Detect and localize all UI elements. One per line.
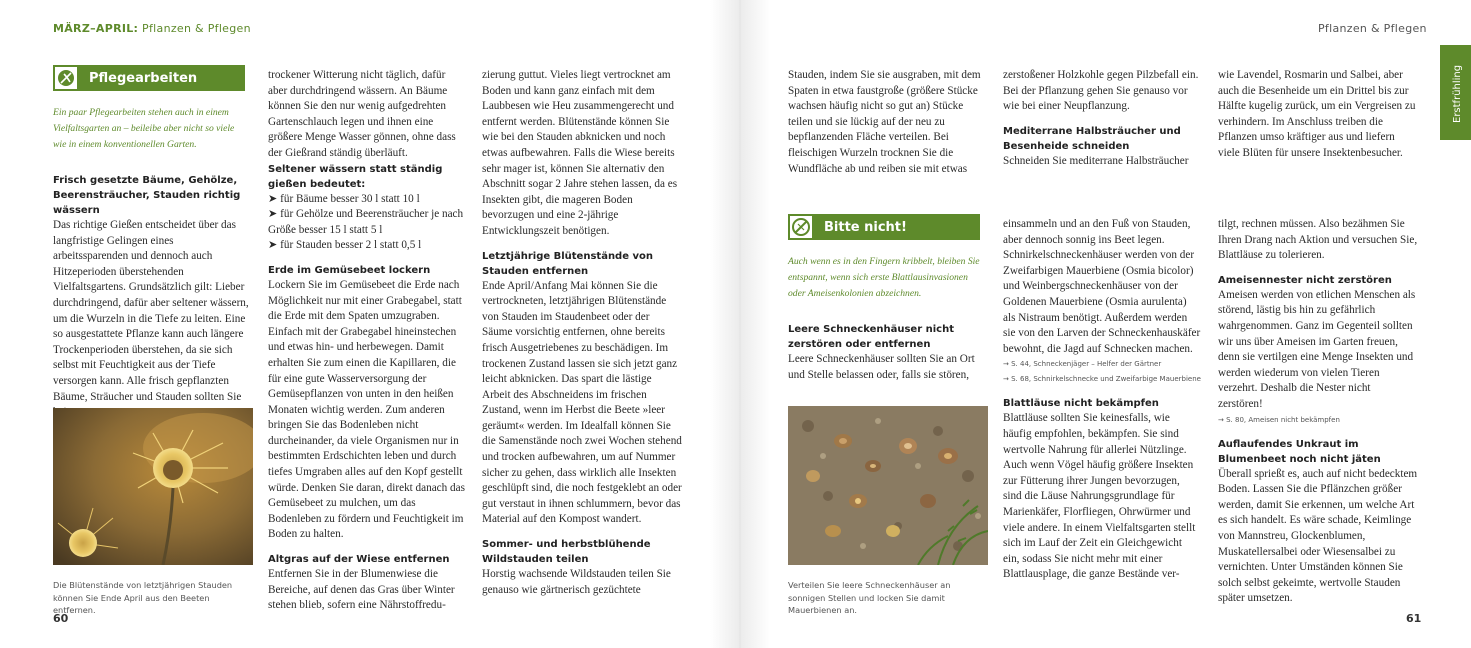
heading-seldom-watering: Seltener wässern statt ständig gießen bedeutet: xyxy=(268,163,443,190)
intro-text: Ein paar Pflegearbeiten stehen auch in einem Vielfaltsgarten an – beileibe aber nicht so viele wie in einem konventionellen Garten. xyxy=(53,107,235,150)
paragraph-divide-cont: Stauden, indem Sie sie ausgraben, mit dem Spaten in etwa faustgroße (größere Stücke wachsen häufig nicht so gut an) Stücke teilen und sie lückig auf der neu zu bepflanzenden Fläche verteilen. Bei fleischigen Wurzeln trocknen Sie die Wundfläche ab und reiben sie mit etwas xyxy=(788,69,981,175)
bullet-2: ➤ für Gehölze und Beerensträucher je nach Größe besser 15 l statt 5 l xyxy=(268,208,464,236)
running-head-left: MÄRZ–APRIL: Pflanzen & Pflegen xyxy=(53,22,251,35)
paragraph-aphids: Blattläuse sollten Sie keinesfalls, wie häufig empfohlen, bekämpfen. Sie sind wertvolle Nahrung für allerlei Nützlinge. Auch wenn Vögel häufig größere Insekten zur Fütterung ihrer Jungen bevorzugen, sind die Läuse Nahrungsgrundlage für Marienkäfer, Florfliegen, Ohrwürmer und viele andere. In einem Vielfaltsgarten stellt sich im Lauf der Zeit ein Gleichgewicht ein, sodass Sie nicht mehr mit einer Blattlausplage, die ganze Bestände ver- xyxy=(1003,412,1196,581)
heading-snail-shells: Leere Schneckenhäuser nicht zerstören oder entfernen xyxy=(788,324,955,350)
heading-divide-perennials: Sommer- und herbstblühende Wildstauden teilen xyxy=(482,539,651,566)
right-column-3 xyxy=(1218,217,1418,607)
right-column-1 xyxy=(788,322,984,383)
heading-old-grass: Altgras auf der Wiese entfernen xyxy=(268,554,450,566)
right-column-2-top xyxy=(1003,68,1201,169)
cross-reference-1: → S. 44, Schneckenjäger – Helfer der Gärtner xyxy=(1003,360,1162,369)
paragraph-old-grass: Entfernen Sie in der Blumenwiese die Bereiche, auf denen das Gras über Winter stehen blieb, sofern eine Nährstoffredu- xyxy=(268,568,455,612)
paragraph-mediterranean: Schneiden Sie mediterrane Halbsträucher xyxy=(1003,154,1189,167)
paragraph-watering: Das richtige Gießen entscheidet über das langfristige Gelingen eines arbeitssparenden und dennoch auch Hitzeperioden überstehenden Vielfaltsgartens. Grundsätzlich gilt: Lieber durchdringend, dafür aber seltener wässern, um die Wurzeln in die Tiefe zu leiten. Eine so ausgestattete Pflanze kann auch längere Trockenperioden überstehen, da sie sich selbst mit Feuchtigkeit aus der Tiefe versorgen kann. Alle frisch gepflanzten Bäume, Sträucher und Stauden sollten Sie xyxy=(53,219,249,403)
heading-seedheads: Letztjährige Blütenstände von Stauden entfernen xyxy=(482,250,653,277)
cross-reference-2: → S. 68, Schnirkelschnecke und Zweifarbige Mauerbiene xyxy=(1003,375,1201,384)
plant-tool-icon xyxy=(53,65,79,91)
book-gutter xyxy=(710,0,770,648)
paragraph-weeds: Überall sprießt es, auch auf nicht bedecktem Boden. Lassen Sie die Pflänzchen größer werden, damit Sie erkennen, um welche Art es sich handelt. Es wäre schade, Keimlinge von Mannstreu, Glockenblumen, Muskatellersalbei oder Wiesensalbei zu vernichten. Unter Umständen können Sie solch selbst gekeimte, wertvolle Stauden später umsetzen. xyxy=(1218,467,1418,605)
photo-caption-left: Die Blütenstände von letztjährigen Stauden können Sie Ende April aus den Beeten entfernen. xyxy=(53,580,233,615)
paragraph-snail-shells-cont: einsammeln und an den Fuß von Stauden, aber dennoch sonnig ins Beet legen. Schnirkelschneckenhäuser werden von der Zweifarbigen Mauerbiene (Osmia bicolor) und Weinbergschneckenhäuser von der Goldenen Mauerbiene (Osmia aurulenta) als Nistraum benötigt. Außerdem werden sie von den Larven der Schneckenhauskäfer bewohnt, die Jagd auf Schnecken machen. xyxy=(1003,218,1201,355)
left-column-1 xyxy=(53,173,249,421)
paragraph-divide-perennials: Horstig wachsende Wildstauden teilen Sie genauso wie gärtnerisch gezüchtete xyxy=(482,568,671,596)
banner-title: Bitte nicht! xyxy=(824,219,907,235)
section-banner-bitte-nicht xyxy=(788,214,980,240)
banner-title: Pflegearbeiten xyxy=(89,70,198,86)
photo-thistle-seedheads xyxy=(53,408,253,565)
bullet-3: ➤ für Stauden besser 2 l statt 0,5 l xyxy=(268,239,422,252)
intro-text-right: Auch wenn es in den Fingern kribbelt, bleiben Sie entspannt, wenn sich erste Blattlausinvasionen oder Ameisenkolonien abzeichnen. xyxy=(788,256,980,299)
paragraph-ant-nests: Ameisen werden von etlichen Menschen als störend, lästig bis hin zu gefährlich wahrgenommen. Ganz im Gegenteil sollten wir uns über Ameisen im Garten freuen, denn sie vertilgen eine Menge Insekten und werden wiederum von vielen Tieren verzehrt. Deshalb die Nester nicht zerstören! xyxy=(1218,288,1416,410)
page-number-right: 61 xyxy=(1406,612,1422,625)
photo-snail-shells xyxy=(788,406,988,565)
paragraph-old-grass-cont: zierung guttut. Vieles liegt vertrocknet am Boden und kann ganz einfach mit dem Laubbesen wie Heu zusammengerecht und entfernt werden. Blütenstände können Sie wie bei den Stauden abknicken und noch etwas aufbewahren. Falls die Wiese bereits sehr mager ist, können Sie alternativ den Abschnitt sogar 2 Jahre stehen lassen, da es Insekten gibt, die mageren Boden bevorzugen und eine 2-jährige Entwicklungszeit benötigen. xyxy=(482,69,678,237)
heading-watering: Frisch gesetzte Bäume, Gehölze, Beerensträucher, Stauden richtig wässern xyxy=(53,175,241,216)
running-head-right: Pflanzen & Pflegen xyxy=(1318,22,1427,35)
paragraph-aphids-cont: tilgt, rechnen müssen. Also bezähmen Sie Ihren Drang nach Aktion und versuchen Sie, Blattläuse zu tolerieren. xyxy=(1218,218,1418,262)
right-column-3-top xyxy=(1218,68,1418,162)
page-number-left: 60 xyxy=(53,612,69,625)
heading-mediterranean: Mediterrane Halbsträucher und Besenheide schneiden xyxy=(1003,125,1181,152)
paragraph-mediterranean-cont: wie Lavendel, Rosmarin und Salbei, aber auch die Besenheide um ein Drittel bis zur Hälfte kugelig zurück, um ein Vergreisen zu verhindern. Im Anschluss treiben die Pflanzen umso kräftiger aus und liefern viele Blüten für unsere Insektenbesucher. xyxy=(1218,69,1416,159)
heading-ant-nests: Ameisennester nicht zerstören xyxy=(1218,274,1392,286)
paragraph-seedheads: Ende April/Anfang Mai können Sie die vertrockneten, letztjährigen Blütenstände von Stauden im Staudenbeet oder der Säume vorsichtig entfernen, ohne bereits frisch Ausgetriebenes zu beschädigen. Im trockenen Zustand lassen sie sich jetzt ganz leicht abknicken. Das spart die lästige Arbeit des Abschneidens im frischen Zustand, wenn im Herbst die Beete »leer geräumt« werden. Im Idealfall können Sie die Samenstände noch zwei Wochen stehend und trocken aufbewahren, um auf Nummer sicher zu gehen, dass wirklich alle Insekten geschlüpft sind, die noch festgeklebt an oder gut verstaut in ihnen schlummern, bevor das Material auf den Kompost wandert. xyxy=(482,279,682,526)
heading-weeds: Auflaufendes Unkraut im Blumenbeet noch nicht jäten xyxy=(1218,438,1381,465)
bullet-1: ➤ für Bäume besser 30 l statt 10 l xyxy=(268,192,420,205)
left-column-2 xyxy=(268,68,466,614)
paragraph-charcoal: zerstoßener Holzkohle gegen Pilzbefall ein. Bei der Pflanzung gehen Sie genauso vor wie bei einer Neupflanzung. xyxy=(1003,69,1199,113)
heading-loosen-soil: Erde im Gemüsebeet lockern xyxy=(268,264,431,276)
left-column-3 xyxy=(482,68,682,598)
cross-reference-3: → S. 80, Ameisen nicht bekämpfen xyxy=(1218,415,1340,424)
paragraph-snail-shells: Leere Schneckenhäuser sollten Sie an Ort und Stelle belassen oder, falls sie stören, xyxy=(788,353,975,381)
paragraph-watering-cont: trockener Witterung nicht täglich, dafür aber durchdringend wässern. An Bäume können Sie den nur wenig aufgedrehten Gartenschlauch legen und ihnen eine größere Menge Wasser gönnen, ohne dass der Gießrand ständig überläuft. xyxy=(268,69,456,159)
right-column-2 xyxy=(1003,217,1201,583)
no-entry-leaf-icon xyxy=(788,214,814,240)
heading-aphids: Blattläuse nicht bekämpfen xyxy=(1003,398,1159,410)
right-column-1-top xyxy=(788,68,984,177)
side-tab-erstfruehling: Erstfrühling xyxy=(1440,45,1471,140)
section-banner-pflegearbeiten xyxy=(53,65,245,91)
paragraph-loosen-soil: Lockern Sie im Gemüsebeet die Erde nach Möglichkeit nur mit einer Grabegabel, statt die Erde mit dem Spaten umzugraben. Einfach mit der Grabegabel hineinstechen und etwas hin- und herbewegen. Damit erhalten Sie zum einen die Kapillaren, die für eine gute Wasserversorgung der Gemüsepflanzen von unten in den heißen Monaten wichtig werden. Zum anderen bringen Sie das Bodenleben nicht durcheinander, da viele Organismen nur in bestimmten Erdschichten leben und durch tiefes Umgraben alles auf den Kopf gestellt würde. Denken Sie daran, direkt danach das Gemüsebeet zu mulchen, um das Bodenleben zu fördern und Feuchtigkeit im Boden zu halten. xyxy=(268,278,465,541)
photo-caption-right: Verteilen Sie leere Schneckenhäuser an sonnigen Stellen und locken Sie damit Mauerbienen an. xyxy=(788,580,951,615)
